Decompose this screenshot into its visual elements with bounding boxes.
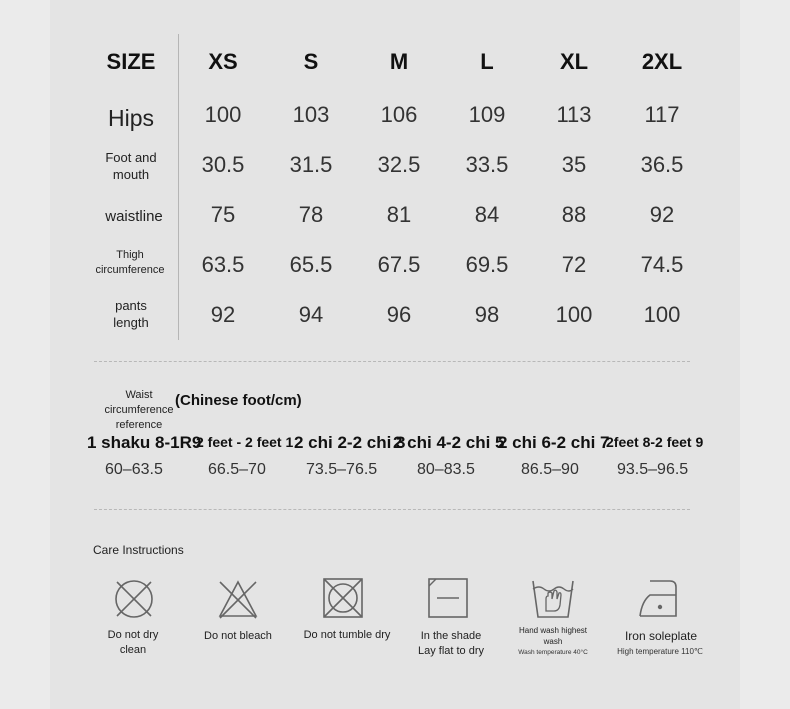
no-tumble-dry-icon — [322, 577, 364, 619]
cm-range: 80–83.5 — [417, 461, 475, 478]
table-cell: 100 — [643, 302, 681, 327]
row-label-hips: Hips — [107, 105, 154, 131]
row-label-waistline: waistline — [105, 208, 163, 225]
chinese-size: 2 chi 2-2 chi 3 — [294, 433, 406, 452]
table-cell: 75 — [210, 202, 236, 227]
care-label: Do not bleach — [204, 630, 272, 642]
table-cell: 92 — [210, 302, 236, 327]
care-label: In the shade Lay flat to dry — [417, 630, 485, 657]
cm-range: 73.5–76.5 — [306, 461, 378, 478]
section-divider — [94, 509, 690, 510]
table-cell: 92 — [649, 202, 675, 227]
table-cell: 65.5 — [289, 252, 333, 277]
cm-range: 86.5–90 — [521, 461, 579, 478]
chinese-size: 2 feet - 2 feet 1 — [196, 434, 294, 450]
section-divider — [94, 361, 690, 362]
care-label: Iron soleplate — [624, 629, 698, 643]
table-cell: 81 — [386, 202, 412, 227]
table-cell: 103 — [292, 102, 330, 127]
table-cell: 84 — [474, 202, 500, 227]
table-cell: 78 — [298, 202, 324, 227]
table-cell: 117 — [644, 102, 680, 127]
table-cell: 94 — [298, 302, 324, 327]
size-2xl: 2XL — [641, 49, 683, 74]
table-cell: 30.5 — [201, 152, 245, 177]
table-cell: 74.5 — [640, 252, 684, 277]
shade-dry-flat-icon — [427, 577, 469, 619]
waist-reference-title: Waist circumference reference — [104, 389, 174, 431]
cm-range: 66.5–70 — [208, 461, 266, 478]
table-cell: 113 — [556, 102, 592, 127]
row-label-thigh-circumference: Thigh circumference — [95, 249, 165, 276]
table-cell: 88 — [561, 202, 587, 227]
care-sublabel: High temperature 110℃ — [617, 647, 703, 656]
size-xl: XL — [559, 49, 589, 74]
table-cell: 106 — [380, 102, 418, 127]
care-label: Hand wash highest wash — [518, 626, 588, 646]
no-bleach-icon — [216, 577, 260, 621]
table-cell: 33.5 — [465, 152, 509, 177]
size-xs: XS — [208, 49, 238, 74]
table-cell: 69.5 — [465, 252, 509, 277]
table-cell: 100 — [204, 102, 242, 127]
care-sublabel: Wash temperature 40°C — [518, 649, 588, 656]
no-dry-clean-icon — [112, 577, 156, 621]
table-cell: 100 — [555, 302, 593, 327]
size-s: S — [303, 49, 319, 74]
table-cell: 35 — [561, 152, 587, 177]
chinese-size: 2 chi 6-2 chi 7 — [498, 433, 610, 452]
chinese-size: 2feet 8-2 feet 9 — [606, 434, 704, 450]
care-label: Do not dry clean — [107, 629, 159, 656]
hand-wash-icon — [530, 577, 576, 621]
row-label-pants-length: pants length — [113, 298, 149, 330]
size-header-label: SIZE — [106, 49, 156, 74]
table-cell: 36.5 — [640, 152, 684, 177]
chinese-size: 1 shaku 8-1R9 — [87, 433, 202, 452]
cm-range: 93.5–96.5 — [617, 461, 689, 478]
table-cell: 98 — [474, 302, 500, 327]
cm-range: 60–63.5 — [105, 461, 163, 478]
row-label-foot-and-mouth: Foot and mouth — [105, 150, 157, 182]
table-cell: 32.5 — [377, 152, 421, 177]
iron-icon — [636, 577, 680, 619]
table-divider — [178, 34, 179, 340]
care-label: Do not tumble dry — [303, 629, 391, 641]
table-cell: 96 — [386, 302, 412, 327]
table-cell: 67.5 — [377, 252, 421, 277]
table-cell: 63.5 — [201, 252, 245, 277]
size-m: M — [389, 49, 409, 74]
table-cell: 72 — [561, 252, 587, 277]
waist-reference-unit: (Chinese foot/cm) — [175, 392, 302, 409]
care-title: Care Instructions — [93, 543, 184, 557]
table-cell: 109 — [468, 102, 506, 127]
size-l: L — [480, 49, 494, 74]
chinese-size: 2 chi 4-2 chi 5 — [393, 433, 505, 452]
table-cell: 31.5 — [289, 152, 333, 177]
